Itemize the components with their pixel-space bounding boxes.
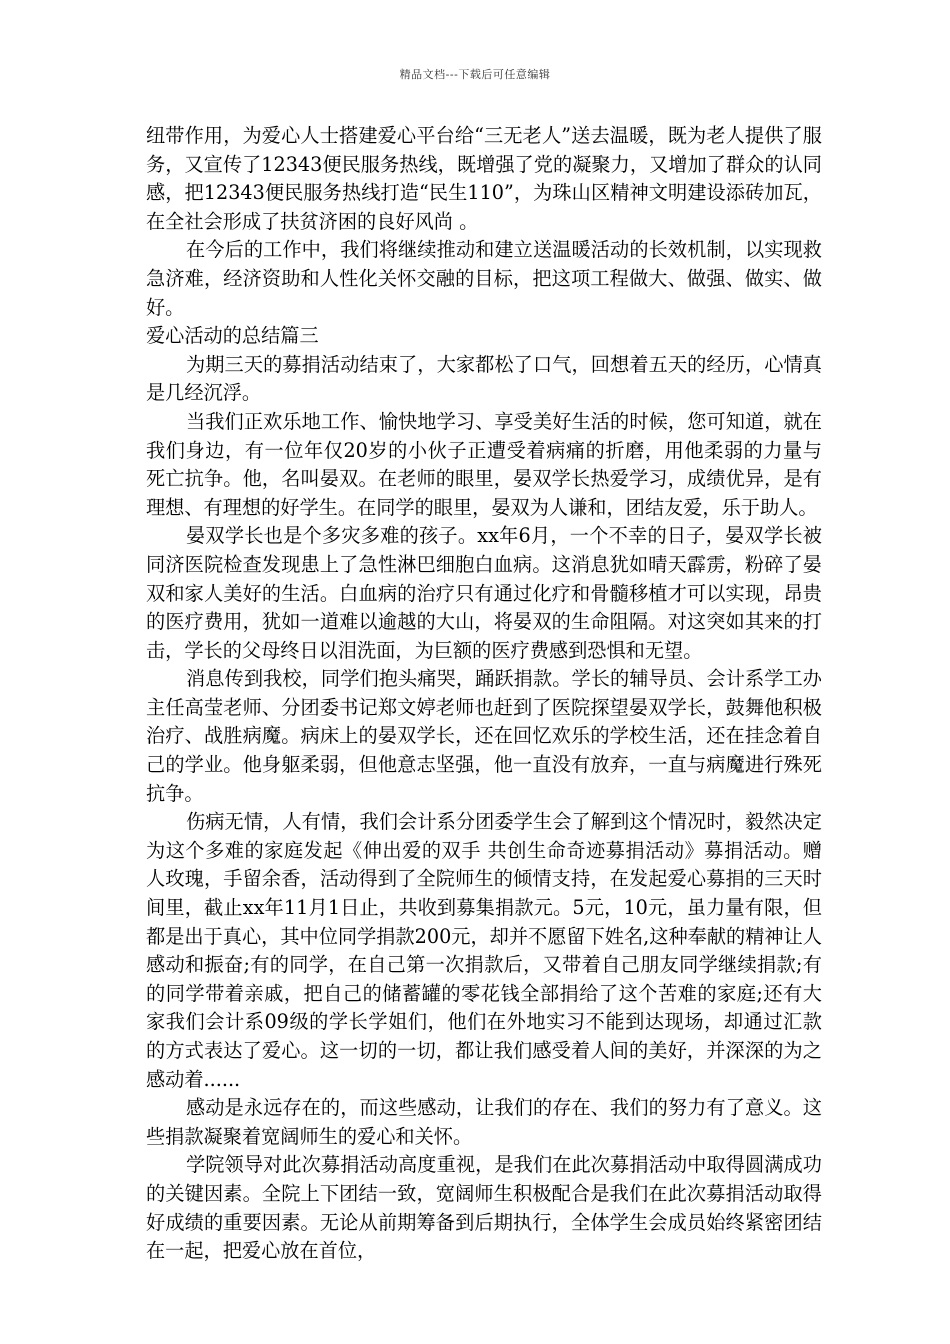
page-header: 精品文档---下载后可任意编辑 [399, 68, 551, 81]
paragraph-story: 当我们正欢乐地工作、愉快地学习、享受美好生活的时候，您可知道，就在我们身边，有一位年仅20岁的小伙子正遭受着病痛的折磨，用他柔弱的力量与死亡抗争。他，名叫晏双。在老师的眼里，晏双学长热爱学习，成绩优异，是有理想、有理想的好学生。在同学的眼里，晏双为人谦和，团结友爱，乐于助人。 [146, 409, 822, 519]
paragraph-donation-drive: 伤病无情，人有情，我们会计系分团委学生会了解到这个情况时，毅然决定为这个多难的家庭发起《伸出爱的双手 共创生命奇迹募捐活动》募捐活动。赠人玫瑰，手留余香，活动得到了全院师生的倾情支持，在发起爱心募捐的三天时间里，截止xx年11月1日止，共收到募集捐款元。5元，10元，虽力量有限，但都是出于真心，其中位同学捐款200元，却并不愿留下姓名,这种奉献的精神让人感动和振奋;有的同学，在自己第一次捐款后，又带着自己朋友同学继续捐款;有的同学带着亲戚，把自己的储蓄罐的零花钱全部捐给了这个苦难的家庭;还有大家我们会计系09级的学长学姐们，他们在外地实习不能到达现场，却通过汇款的方式表达了爱心。这一切的一切，都让我们感受着人间的美好，并深深的为之感动着...... [146, 810, 822, 1091]
paragraph-meaning: 感动是永远存在的，而这些感动，让我们的存在、我们的努力有了意义。这些捐款凝聚着宽阔师生的爱心和关怀。 [146, 1096, 822, 1148]
document-body [146, 122, 822, 1266]
paragraph-illness: 晏双学长也是个多灾多难的孩子。xx年6月，一个不幸的日子，晏双学长被同济医院检查发现患上了急性淋巴细胞白血病。这消息犹如晴天霹雳，粉碎了晏双和家人美好的生活。白血病的治疗只有通过化疗和骨髓移植才可以实现，昂贵的医疗费用，犹如一道难以逾越的大山，将晏双的生命阻隔。对这突如其来的打击，学长的父母终日以泪洗面，为巨额的医疗费感到恐惧和无望。 [146, 524, 822, 662]
paragraph-continuation: 纽带作用，为爱心人士搭建爱心平台给“三无老人”送去温暖，既为老人提供了服务，又宣传了12343便民服务热线，既增强了党的凝聚力，又增加了群众的认同感，把12343便民服务热线打造“民生110”，为珠山区精神文明建设添砖加瓦，在全社会形成了扶贫济困的良好风尚 。 [146, 124, 822, 233]
paragraph-school-response: 消息传到我校，同学们抱头痛哭，踊跃捐款。学长的辅导员、会计系学工办主任高莹老师、分团委书记郑文婷老师也赶到了医院探望晏双学长，鼓舞他积极治疗、战胜病魔。病床上的晏双学长，还在回忆欢乐的学校生活，还在挂念着自己的学业。他身躯柔弱，但他意志坚强，他一直没有放弃，一直与病魔进行殊死抗争。 [146, 667, 822, 805]
paragraph-intro: 为期三天的募捐活动结束了，大家都松了口气，回想着五天的经历，心情真是几经沉浮。 [146, 352, 822, 405]
paragraph-future-work: 在今后的工作中，我们将继续推动和建立送温暖活动的长效机制，以实现救急济难，经济资助和人性化关怀交融的目标，把这项工程做大、做强、做实、做好。 [146, 238, 822, 319]
section-heading: 爱心活动的总结篇三 [146, 324, 319, 348]
paragraph-leadership: 学院领导对此次募捐活动高度重视，是我们在此次募捐活动中取得圆满成功的关键因素。全院上下团结一致，宽阔师生积极配合是我们在此次募捐活动取得好成绩的重要因素。无论从前期筹备到后期执行，全体学生会成员始终紧密团结在一起，把爱心放在首位， [146, 1153, 822, 1263]
